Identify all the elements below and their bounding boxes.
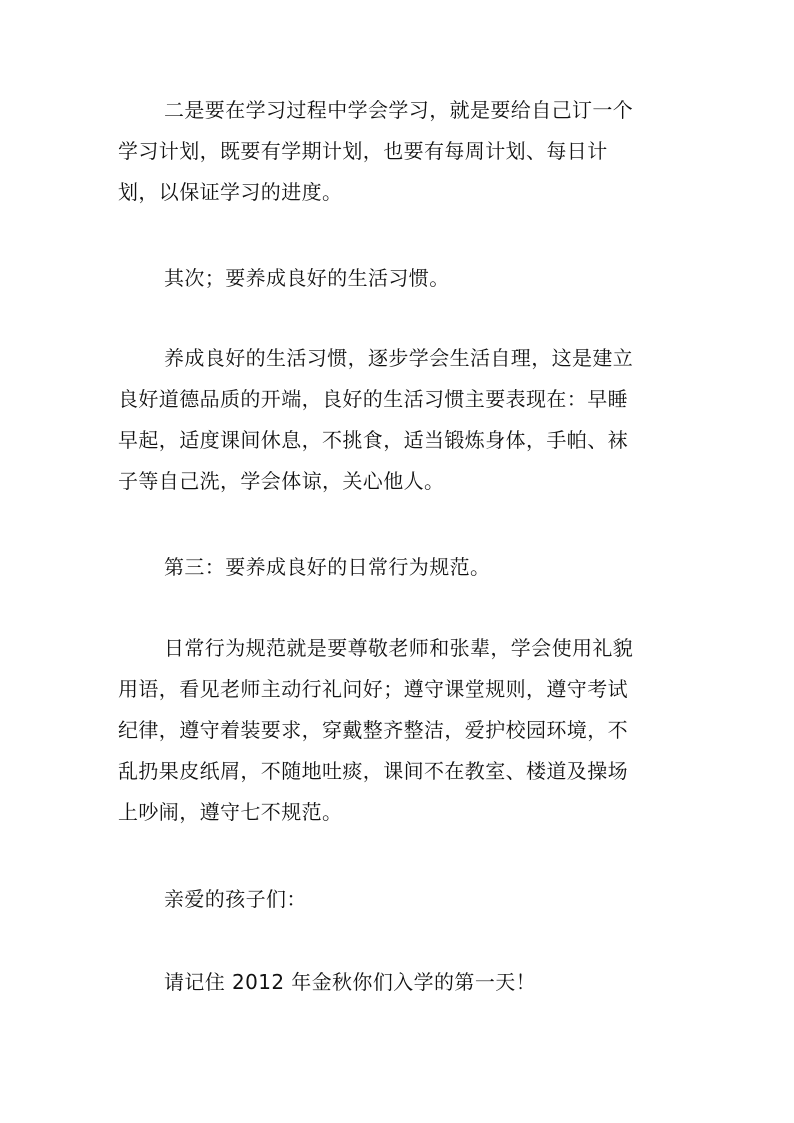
paragraph-study-plan: 二是要在学习过程中学会学习，就是要给自己订一个学习计划，既要有学期计划，也要有每周计划、每日计划，以保证学习的进度。: [118, 98, 634, 204]
salutation: 亲爱的孩子们：: [164, 887, 307, 911]
paragraph-living-habits: 养成良好的生活习惯，逐步学会生活自理，这是建立良好道德品质的开端，良好的生活习惯主要表现在：早睡早起，适度课间休息，不挑食，适当锻炼身体，手帕、袜子等自己洗，学会体谅，关心他人。: [118, 346, 634, 493]
closing-line: 请记住 2012 年金秋你们入学的第一天！: [164, 970, 537, 994]
heading-living-habits: 其次；要养成良好的生活习惯。: [164, 266, 450, 290]
paragraph-behavior-norms: 日常行为规范就是要尊敬老师和张辈，学会使用礼貌用语，看见老师主动行礼问好；遵守课堂规则，遵守考试纪律，遵守着装要求，穿戴整齐整洁，爱护校园环境，不乱扔果皮纸屑，不随地吐痰，课间不在教室、楼道及操场上吵闹，遵守七不规范。: [118, 636, 634, 824]
heading-behavior-norms: 第三：要养成良好的日常行为规范。: [164, 555, 491, 579]
